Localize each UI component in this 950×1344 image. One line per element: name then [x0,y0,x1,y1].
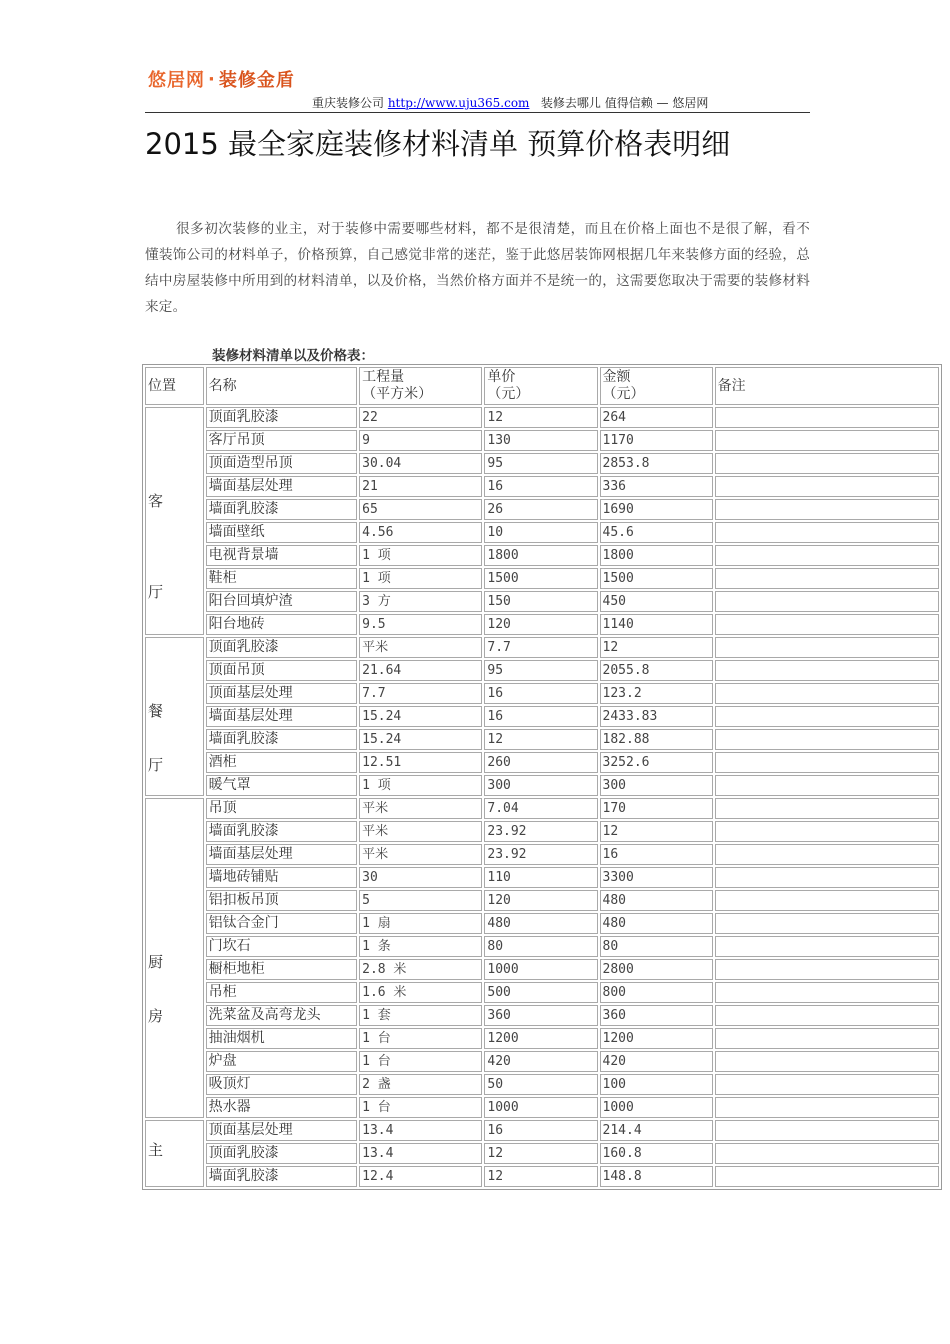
note-cell [715,591,939,612]
item-name-cell: 顶面基层处理 [206,683,358,704]
item-name-cell: 热水器 [206,1097,358,1118]
logo-slogan: 装修金盾 [218,70,295,91]
amount-cell: 2853.8 [600,453,713,474]
note-cell [715,683,939,704]
unit-price-cell: 260 [484,752,597,773]
unit-price-cell: 80 [484,936,597,957]
item-name-cell: 顶面造型吊顶 [206,453,358,474]
quantity-cell: 5 [359,890,482,911]
item-name-cell: 阳台地砖 [206,614,358,635]
item-name-cell: 墙面基层处理 [206,476,358,497]
unit-price-cell: 16 [484,476,597,497]
quantity-cell: 1 项 [359,568,482,589]
table-row [145,867,939,888]
amount-cell: 182.88 [600,729,713,750]
unit-price-cell: 7.7 [484,637,597,658]
unit-price-cell: 12 [484,729,597,750]
amount-cell: 148.8 [600,1166,713,1187]
unit-price-cell: 420 [484,1051,597,1072]
quantity-cell: 平米 [359,798,482,819]
item-name-cell: 顶面乳胶漆 [206,407,358,428]
quantity-cell: 4.56 [359,522,482,543]
unit-price-cell: 150 [484,591,597,612]
logo [148,66,295,92]
item-name-cell: 顶面吊顶 [206,660,358,681]
table-row [145,890,939,911]
header-position: 位置 [145,367,204,405]
table-row [145,476,939,497]
item-name-cell: 墙面乳胶漆 [206,729,358,750]
note-cell [715,453,939,474]
quantity-cell: 13.4 [359,1143,482,1164]
note-cell [715,867,939,888]
item-name-cell: 顶面乳胶漆 [206,637,358,658]
quantity-cell: 平米 [359,844,482,865]
tagline-suffix: 装修去哪儿 值得信赖 — 悠居网 [529,96,709,110]
item-name-cell: 墙面乳胶漆 [206,499,358,520]
quantity-cell: 9.5 [359,614,482,635]
item-name-cell: 墙面基层处理 [206,844,358,865]
unit-price-cell: 23.92 [484,821,597,842]
amount-cell: 3300 [600,867,713,888]
item-name-cell: 吊顶 [206,798,358,819]
table-row [145,1005,939,1026]
unit-price-cell: 23.92 [484,844,597,865]
item-name-cell: 顶面基层处理 [206,1120,358,1141]
note-cell [715,982,939,1003]
header-quantity [359,367,482,405]
table-row [145,407,939,428]
amount-cell: 1200 [600,1028,713,1049]
table-row [145,729,939,750]
amount-cell: 480 [600,913,713,934]
quantity-cell: 30.04 [359,453,482,474]
amount-cell: 12 [600,637,713,658]
table-row [145,775,939,796]
item-name-cell: 阳台回填炉渣 [206,591,358,612]
note-cell [715,890,939,911]
quantity-cell: 1 项 [359,775,482,796]
note-cell [715,844,939,865]
unit-price-cell: 16 [484,1120,597,1141]
quantity-cell: 3 方 [359,591,482,612]
amount-cell: 2800 [600,959,713,980]
amount-cell: 170 [600,798,713,819]
table-row [145,752,939,773]
intro-paragraph: 很多初次装修的业主，对于装修中需要哪些材料，都不是很清楚，而且在价格上面也不是很了解，看不懂装饰公司的材料单子，价格预算，自己感觉非常的迷茫，鉴于此悠居装饰网根据几年来装修方面的经验，总结中房屋装修中所用到的材料清单，以及价格，当然价格方面并不是统一的，这需要您取决于需要的装修材料来定。 [145,221,810,315]
note-cell [715,729,939,750]
quantity-cell: 9 [359,430,482,451]
unit-price-cell: 110 [484,867,597,888]
item-name-cell: 吊柜 [206,982,358,1003]
quantity-cell: 2 盏 [359,1074,482,1095]
table-row [145,798,939,819]
quantity-cell: 22 [359,407,482,428]
note-cell [715,522,939,543]
table-row [145,1097,939,1118]
logo-dot: · [208,68,216,90]
unit-price-cell: 1200 [484,1028,597,1049]
position-char: 主 [148,1141,164,1159]
position-char: 客 [148,492,164,510]
item-name-cell: 吸顶灯 [206,1074,358,1095]
unit-price-cell: 16 [484,706,597,727]
quantity-cell: 1.6 米 [359,982,482,1003]
item-name-cell: 门坎石 [206,936,358,957]
item-name-cell: 鞋柜 [206,568,358,589]
note-cell [715,1143,939,1164]
table-viewport [142,364,948,1224]
amount-cell: 1000 [600,1097,713,1118]
item-name-cell: 墙地砖铺贴 [206,867,358,888]
table-row [145,568,939,589]
unit-price-cell: 360 [484,1005,597,1026]
quantity-cell: 1 套 [359,1005,482,1026]
note-cell [715,1051,939,1072]
position-cell [145,798,204,1118]
table-row [145,614,939,635]
amount-cell: 80 [600,936,713,957]
table-row [145,706,939,727]
position-char: 厨 [148,953,164,971]
quantity-cell: 1 项 [359,545,482,566]
table-row [145,913,939,934]
amount-cell: 214.4 [600,1120,713,1141]
note-cell [715,1120,939,1141]
position-char: 房 [148,1007,164,1025]
table-row [145,959,939,980]
amount-cell: 800 [600,982,713,1003]
table-row [145,1074,939,1095]
header-price-unit: （元） [487,386,530,402]
item-name-cell: 顶面乳胶漆 [206,1143,358,1164]
amount-cell: 336 [600,476,713,497]
amount-cell: 264 [600,407,713,428]
unit-price-cell: 480 [484,913,597,934]
unit-price-cell: 1500 [484,568,597,589]
table-row [145,1166,939,1187]
amount-cell: 420 [600,1051,713,1072]
item-name-cell: 墙面乳胶漆 [206,1166,358,1187]
site-link[interactable]: http://www.uju365.com [387,96,530,110]
amount-cell: 1170 [600,430,713,451]
header-quantity-label: 工程量 [362,369,405,385]
table-row [145,499,939,520]
amount-cell: 123.2 [600,683,713,704]
table-row [145,1051,939,1072]
quantity-cell: 12.51 [359,752,482,773]
position-cell [145,637,204,796]
tagline-prefix: 重庆装修公司 [312,96,388,110]
header-amount-unit: （元） [602,386,645,402]
unit-price-cell: 500 [484,982,597,1003]
note-cell [715,1097,939,1118]
amount-cell: 1690 [600,499,713,520]
unit-price-cell: 26 [484,499,597,520]
table-row [145,430,939,451]
unit-price-cell: 1800 [484,545,597,566]
unit-price-cell: 95 [484,453,597,474]
quantity-cell: 平米 [359,637,482,658]
position-char: 厅 [148,583,164,601]
table-row [145,1143,939,1164]
page-title: 2015 最全家庭装修材料清单 预算价格表明细 [145,127,731,161]
position-cell [145,407,204,635]
amount-cell: 450 [600,591,713,612]
quantity-cell: 65 [359,499,482,520]
note-cell [715,568,939,589]
table-row [145,591,939,612]
quantity-cell: 1 条 [359,936,482,957]
header-note: 备注 [715,367,939,405]
amount-cell: 360 [600,1005,713,1026]
amount-cell: 12 [600,821,713,842]
unit-price-cell: 120 [484,614,597,635]
unit-price-cell: 120 [484,890,597,911]
note-cell [715,1028,939,1049]
table-row [145,821,939,842]
table-row [145,637,939,658]
note-cell [715,798,939,819]
amount-cell: 100 [600,1074,713,1095]
amount-cell: 1500 [600,568,713,589]
item-name-cell: 铝钛合金门 [206,913,358,934]
note-cell [715,775,939,796]
note-cell [715,614,939,635]
item-name-cell: 墙面基层处理 [206,706,358,727]
note-cell [715,407,939,428]
note-cell [715,821,939,842]
header-unit-price [484,367,597,405]
quantity-cell: 1 台 [359,1051,482,1072]
item-name-cell: 墙面乳胶漆 [206,821,358,842]
amount-cell: 480 [600,890,713,911]
unit-price-cell: 12 [484,1143,597,1164]
item-name-cell: 橱柜地柜 [206,959,358,980]
quantity-cell: 平米 [359,821,482,842]
table-row [145,660,939,681]
unit-price-cell: 300 [484,775,597,796]
amount-cell: 16 [600,844,713,865]
amount-cell: 2055.8 [600,660,713,681]
quantity-cell: 15.24 [359,706,482,727]
note-cell [715,959,939,980]
amount-cell: 45.6 [600,522,713,543]
note-cell [715,660,939,681]
note-cell [715,752,939,773]
table-row [145,453,939,474]
quantity-cell: 21 [359,476,482,497]
note-cell [715,545,939,566]
position-char: 餐 [148,702,164,720]
quantity-cell: 13.4 [359,1120,482,1141]
note-cell [715,1074,939,1095]
unit-price-cell: 50 [484,1074,597,1095]
logo-brand: 悠居网 [148,70,205,91]
table-row [145,522,939,543]
header-amount [600,367,713,405]
quantity-cell: 7.7 [359,683,482,704]
unit-price-cell: 130 [484,430,597,451]
unit-price-cell: 95 [484,660,597,681]
table-row [145,1028,939,1049]
header-quantity-unit: （平方米） [362,386,433,402]
amount-cell: 2433.83 [600,706,713,727]
quantity-cell: 21.64 [359,660,482,681]
table-row [145,936,939,957]
unit-price-cell: 10 [484,522,597,543]
header-price-label: 单价 [487,369,516,385]
quantity-cell: 12.4 [359,1166,482,1187]
note-cell [715,936,939,957]
note-cell [715,913,939,934]
item-name-cell: 墙面壁纸 [206,522,358,543]
unit-price-cell: 1000 [484,1097,597,1118]
position-char: 厅 [148,756,164,774]
item-name-cell: 酒柜 [206,752,358,773]
unit-price-cell: 7.04 [484,798,597,819]
note-cell [715,637,939,658]
note-cell [715,706,939,727]
item-name-cell: 客厅吊顶 [206,430,358,451]
quantity-cell: 15.24 [359,729,482,750]
header-name: 名称 [206,367,358,405]
note-cell [715,1005,939,1026]
table-row [145,1120,939,1141]
item-name-cell: 暖气罩 [206,775,358,796]
table-row [145,545,939,566]
table-row [145,683,939,704]
quantity-cell: 1 台 [359,1097,482,1118]
quantity-cell: 1 台 [359,1028,482,1049]
quantity-cell: 1 扇 [359,913,482,934]
unit-price-cell: 12 [484,1166,597,1187]
material-price-table [142,364,942,1190]
item-name-cell: 抽油烟机 [206,1028,358,1049]
quantity-cell: 30 [359,867,482,888]
unit-price-cell: 1000 [484,959,597,980]
item-name-cell: 铝扣板吊顶 [206,890,358,911]
amount-cell: 1140 [600,614,713,635]
note-cell [715,430,939,451]
unit-price-cell: 12 [484,407,597,428]
item-name-cell: 炉盘 [206,1051,358,1072]
item-name-cell: 电视背景墙 [206,545,358,566]
item-name-cell: 洗菜盆及高弯龙头 [206,1005,358,1026]
table-header-row [145,367,939,405]
amount-cell: 1800 [600,545,713,566]
table-row [145,982,939,1003]
quantity-cell: 2.8 米 [359,959,482,980]
header-divider [145,112,810,113]
note-cell [715,499,939,520]
note-cell [715,476,939,497]
unit-price-cell: 16 [484,683,597,704]
amount-cell: 300 [600,775,713,796]
amount-cell: 3252.6 [600,752,713,773]
position-cell [145,1120,204,1187]
header-tagline [312,94,708,111]
amount-cell: 160.8 [600,1143,713,1164]
table-row [145,844,939,865]
note-cell [715,1166,939,1187]
header-amount-label: 金额 [602,369,631,385]
table-caption: 装修材料清单以及价格表： [212,348,374,364]
